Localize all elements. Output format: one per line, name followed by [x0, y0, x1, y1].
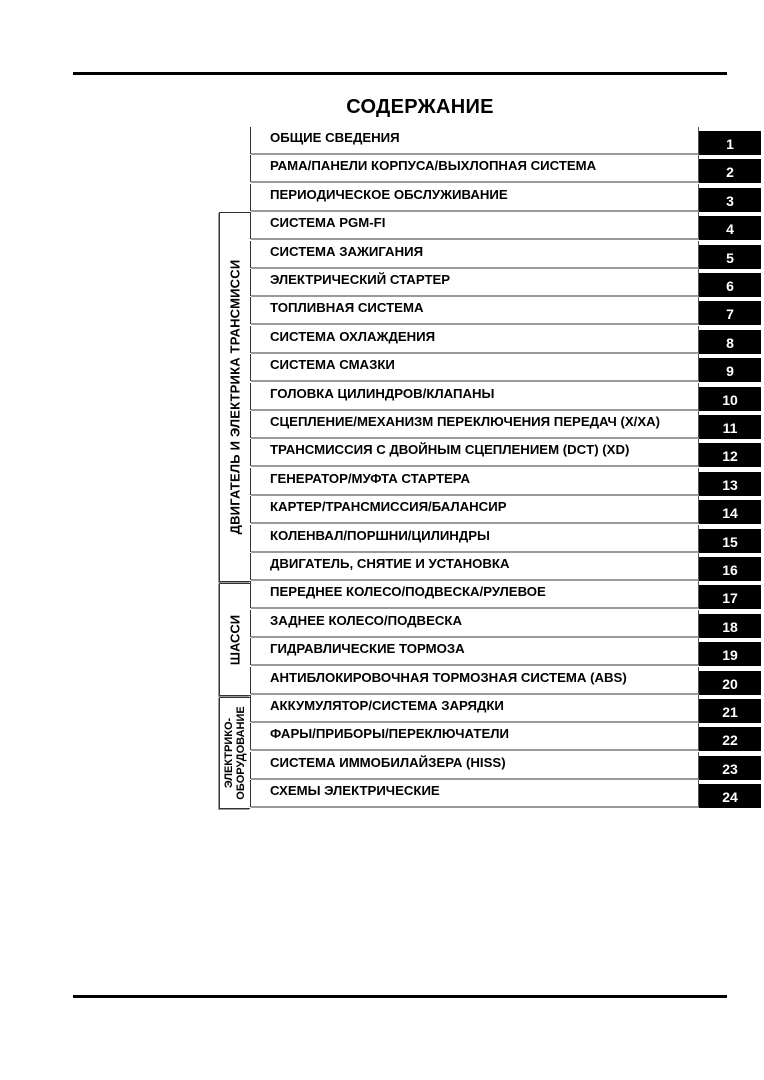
section-tab[interactable]: 24	[699, 784, 761, 808]
toc-row-9[interactable]	[250, 354, 734, 382]
toc-label: ПЕРИОДИЧЕСКОЕ ОБСЛУЖИВАНИЕ	[270, 186, 508, 202]
group-electrical-label	[223, 706, 247, 799]
section-tab[interactable]: 18	[699, 614, 761, 638]
group-electrical-label-line1: ЭЛЕКТРИКО-	[223, 717, 235, 789]
toc-row-3[interactable]	[250, 184, 734, 212]
section-tab[interactable]: 15	[699, 529, 761, 553]
toc-label: КАРТЕР/ТРАНСМИССИЯ/БАЛАНСИР	[270, 499, 507, 515]
toc-row-16[interactable]	[250, 553, 738, 581]
toc-row-17[interactable]	[250, 581, 738, 609]
toc-label: ГЕНЕРАТОР/МУФТА СТАРТЕРА	[270, 470, 470, 486]
group-chassis-label: ШАССИ	[227, 614, 243, 665]
toc-label: ОБЩИЕ СВЕДЕНИЯ	[270, 130, 400, 145]
section-tab[interactable]: 10	[699, 387, 761, 411]
toc-row-18[interactable]	[250, 610, 738, 638]
toc-label: СИСТЕМА ОХЛАЖДЕНИЯ	[270, 328, 436, 344]
bottom-rule	[73, 995, 727, 998]
toc-row-14[interactable]	[250, 496, 738, 524]
section-tab[interactable]: 3	[699, 188, 761, 212]
toc-label: СИСТЕМА ИММОБИЛАЙЗЕРА (HISS)	[270, 754, 506, 770]
toc-label: СИСТЕМА ЗАЖИГАНИЯ	[270, 243, 424, 259]
top-rule	[73, 72, 727, 75]
toc-label: ПЕРЕДНЕЕ КОЛЕСО/ПОДВЕСКА/РУЛЕВОЕ	[270, 584, 546, 600]
section-tab[interactable]: 12	[699, 443, 761, 467]
toc-label: СИСТЕМА СМАЗКИ	[270, 357, 395, 373]
toc-row-19[interactable]	[250, 638, 738, 666]
section-tab[interactable]: 11	[699, 415, 761, 439]
group-engine-label: ДВИГАТЕЛЬ И ЭЛЕКТРИКА ТРАНСМИССИ	[227, 259, 243, 535]
toc-label: ТРАНСМИССИЯ С ДВОЙНЫМ СЦЕПЛЕНИЕМ (DCT) (XD)	[270, 442, 630, 458]
group-chassis	[219, 583, 250, 696]
toc-label: СИСТЕМА PGM-FI	[270, 215, 386, 231]
toc-row-20[interactable]	[250, 667, 738, 695]
section-tab[interactable]: 5	[699, 245, 761, 269]
toc-row-24[interactable]	[250, 780, 738, 808]
toc-row-1[interactable]	[250, 127, 734, 155]
toc-label: КОЛЕНВАЛ/ПОРШНИ/ЦИЛИНДРЫ	[270, 527, 490, 543]
toc-label: АККУМУЛЯТОР/СИСТЕМА ЗАРЯДКИ	[270, 698, 504, 713]
section-tab[interactable]: 4	[699, 216, 761, 240]
group-electrical	[219, 697, 250, 809]
toc-row-7[interactable]	[250, 297, 734, 325]
section-tab[interactable]: 8	[699, 330, 761, 354]
section-tab[interactable]: 6	[699, 273, 761, 297]
toc-row-5[interactable]	[250, 241, 734, 269]
section-tab[interactable]: 14	[699, 500, 761, 524]
page-title: СОДЕРЖАНИЕ	[346, 96, 494, 118]
toc-label: СХЕМЫ ЭЛЕКТРИЧЕСКИЕ	[270, 783, 440, 799]
section-tab[interactable]: 20	[699, 671, 761, 695]
toc-label: ЭЛЕКТРИЧЕСКИЙ СТАРТЕР	[270, 272, 451, 287]
toc-label: РАМА/ПАНЕЛИ КОРПУСА/ВЫХЛОПНАЯ СИСТЕМА	[270, 158, 597, 174]
section-tab[interactable]: 17	[699, 585, 761, 609]
toc-row-6[interactable]	[250, 269, 734, 297]
toc-row-4[interactable]	[250, 212, 734, 240]
toc-label: СЦЕПЛЕНИЕ/МЕХАНИЗМ ПЕРЕКЛЮЧЕНИЯ ПЕРЕДАЧ (X/XA)	[270, 414, 661, 429]
toc-row-15[interactable]	[250, 525, 738, 553]
toc-label: ЗАДНЕЕ КОЛЕСО/ПОДВЕСКА	[270, 612, 462, 628]
section-tab[interactable]: 9	[699, 358, 761, 382]
toc-label: АНТИБЛОКИРОВОЧНАЯ ТОРМОЗНАЯ СИСТЕМА (ABS)	[270, 669, 627, 685]
toc-row-13[interactable]	[250, 468, 738, 496]
group-engine	[219, 212, 250, 582]
toc-row-shadow	[251, 806, 699, 808]
group-electrical-label-line2: ОБОРУДОВАНИЕ	[235, 706, 247, 800]
toc-row-10[interactable]	[250, 383, 738, 411]
toc-label: ТОПЛИВНАЯ СИСТЕМА	[270, 300, 424, 316]
section-tab[interactable]: 7	[699, 301, 761, 325]
section-tab[interactable]: 2	[699, 159, 761, 183]
toc-row-12[interactable]	[250, 439, 738, 467]
section-tab[interactable]: 23	[699, 756, 761, 780]
section-tab[interactable]: 13	[699, 472, 761, 496]
section-tab[interactable]: 22	[699, 727, 761, 751]
section-tab[interactable]: 1	[699, 131, 761, 155]
toc-label: ГОЛОВКА ЦИЛИНДРОВ/КЛАПАНЫ	[270, 385, 495, 401]
toc-label: ДВИГАТЕЛЬ, СНЯТИЕ И УСТАНОВКА	[270, 556, 510, 571]
toc-row-2[interactable]	[250, 155, 734, 183]
section-tab[interactable]: 21	[699, 699, 761, 723]
toc-row-23[interactable]	[250, 752, 738, 780]
toc-label: ФАРЫ/ПРИБОРЫ/ПЕРЕКЛЮЧАТЕЛИ	[270, 726, 509, 742]
toc-row-8[interactable]	[250, 326, 734, 354]
section-tab[interactable]: 19	[699, 642, 761, 666]
section-tab[interactable]: 16	[699, 557, 761, 581]
toc-row-22[interactable]	[250, 723, 738, 751]
toc-label: ГИДРАВЛИЧЕСКИЕ ТОРМОЗА	[270, 641, 465, 657]
toc-row-11[interactable]	[250, 411, 738, 439]
toc-row-21[interactable]	[250, 695, 738, 723]
